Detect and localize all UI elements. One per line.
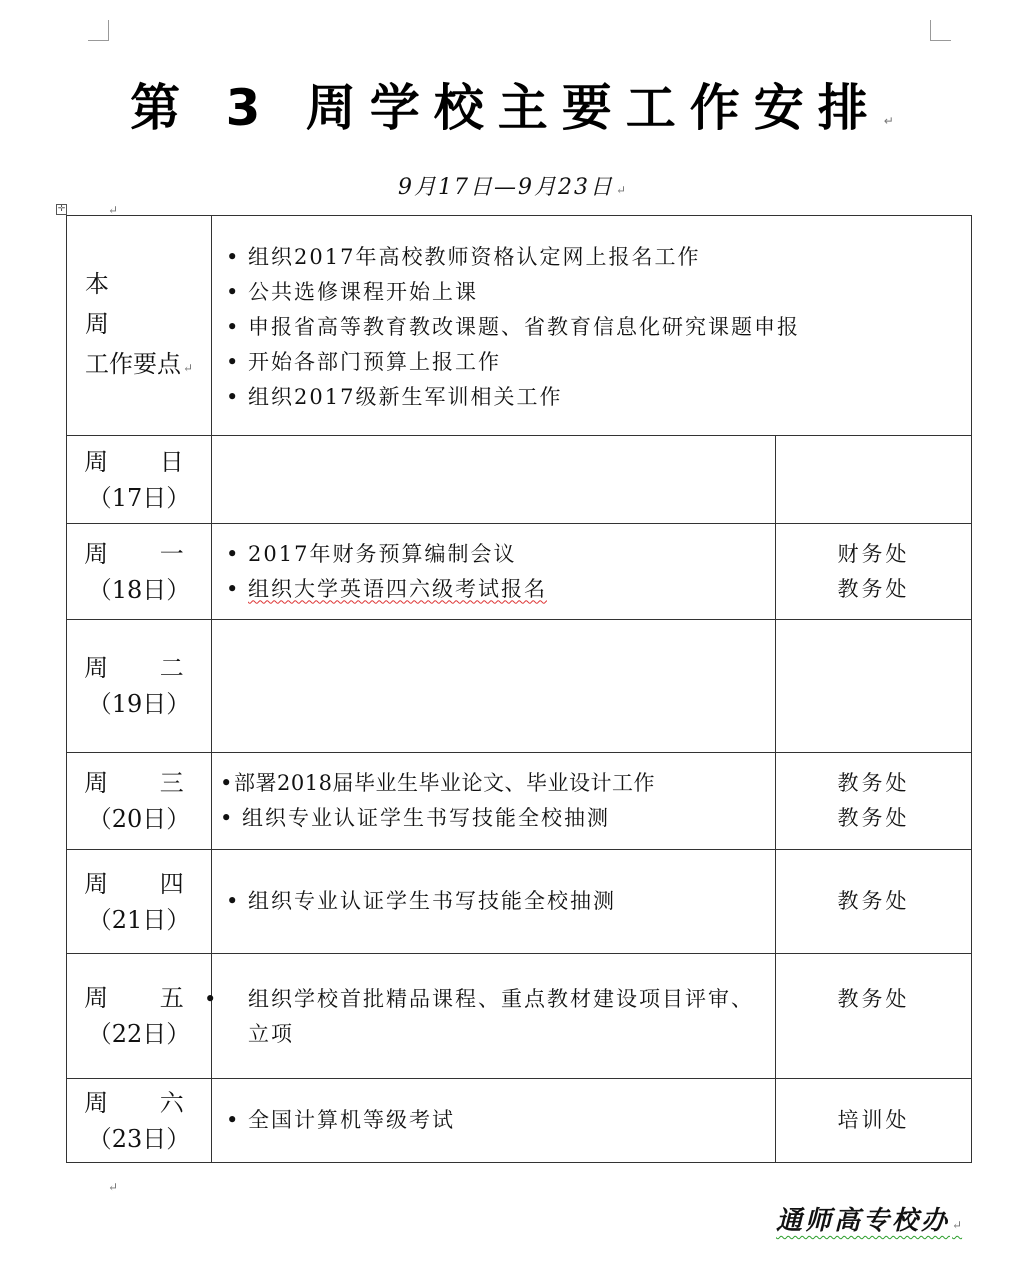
day-date: （20日） bbox=[87, 805, 191, 833]
day-item-text: 全国计算机等级考试 bbox=[248, 1108, 455, 1132]
day-name: 周 四 bbox=[84, 869, 206, 898]
list-item bbox=[220, 766, 775, 801]
table-row bbox=[67, 436, 972, 524]
day-item-text: 组织大学英语四六级考试报名 bbox=[248, 576, 547, 601]
bullet-icon: • bbox=[226, 541, 241, 566]
schedule-table bbox=[66, 215, 972, 1163]
day-dept-cell bbox=[776, 850, 972, 954]
page-corner-mark-top-right bbox=[930, 20, 951, 41]
bullet-icon: • bbox=[226, 385, 241, 409]
dept-text: 财务处 bbox=[837, 541, 910, 566]
page-title bbox=[0, 68, 1024, 140]
bullet-icon: • bbox=[220, 771, 233, 795]
day-item-text: 2017年财务预算编制会议 bbox=[248, 541, 517, 566]
paragraph-mark-icon: ↵ bbox=[615, 183, 627, 197]
day-date: （23日） bbox=[87, 1124, 191, 1153]
list-item bbox=[226, 310, 971, 345]
day-name: 周 一 bbox=[84, 539, 206, 568]
bullet-icon: • bbox=[226, 245, 241, 269]
list-item bbox=[220, 801, 775, 836]
table-row bbox=[67, 620, 972, 753]
day-items-cell bbox=[212, 1079, 776, 1163]
table-move-handle-icon[interactable]: ✛ bbox=[57, 204, 66, 214]
dept-text: 教务处 bbox=[837, 806, 910, 830]
dept-text: 教务处 bbox=[837, 771, 910, 795]
day-items-cell bbox=[204, 954, 776, 1079]
key-points-label-line2 bbox=[85, 344, 211, 388]
date-range-text: 9月17日—9月23日 bbox=[397, 175, 614, 200]
list-item bbox=[226, 572, 775, 607]
dept-text: 培训处 bbox=[837, 1108, 910, 1132]
table-row bbox=[67, 1079, 972, 1163]
day-name: 周 日 bbox=[84, 447, 206, 476]
key-point-text: 开始各部门预算上报工作 bbox=[248, 350, 501, 374]
day-cell bbox=[67, 850, 212, 954]
day-item-text: 部署2018届毕业生毕业论文、毕业设计工作 bbox=[234, 771, 655, 795]
day-items-cell bbox=[212, 850, 776, 954]
table-row bbox=[67, 850, 972, 954]
day-items-cell bbox=[212, 620, 776, 753]
paragraph-mark-icon: ↵ bbox=[952, 1218, 963, 1232]
list-item bbox=[226, 380, 971, 415]
day-items-list bbox=[212, 1103, 775, 1138]
paragraph-mark-icon: ↵ bbox=[883, 114, 894, 128]
bullet-icon: • bbox=[226, 280, 241, 304]
signature-text: 通师高专校办 bbox=[776, 1206, 951, 1236]
bullet-icon: • bbox=[226, 315, 241, 339]
bullet-icon: • bbox=[204, 987, 219, 1011]
day-date: （19日） bbox=[87, 690, 191, 718]
day-dept-cell bbox=[776, 524, 972, 620]
day-name: 周 五 bbox=[84, 984, 206, 1012]
date-range bbox=[0, 170, 1024, 201]
bullet-icon: • bbox=[226, 576, 241, 601]
key-point-text: 组织2017年高校教师资格认定网上报名工作 bbox=[248, 245, 701, 269]
day-item-text: 组织学校首批精品课程、重点教材建设项目评审、立项 bbox=[248, 987, 754, 1046]
day-dept-cell bbox=[776, 620, 972, 753]
key-point-text: 申报省高等教育教改课题、省教育信息化研究课题申报 bbox=[248, 315, 800, 339]
key-points-label-text: 工作要点 bbox=[85, 349, 181, 378]
key-points-list bbox=[212, 236, 971, 415]
key-points-label-line1: 本 周 bbox=[85, 269, 169, 338]
paragraph-mark-icon: ↵ bbox=[183, 360, 194, 375]
key-points-row bbox=[67, 216, 972, 436]
day-cell bbox=[67, 620, 212, 753]
day-date: （17日） bbox=[87, 483, 191, 512]
dept-text: 教务处 bbox=[837, 889, 910, 913]
day-cell bbox=[67, 436, 212, 524]
bullet-icon: • bbox=[226, 889, 241, 913]
day-items-list bbox=[204, 982, 775, 1052]
title-text: 第 3 周学校主要工作安排 bbox=[130, 79, 882, 137]
signature bbox=[776, 1200, 962, 1237]
day-name: 周 六 bbox=[84, 1088, 206, 1117]
key-points-label-cell bbox=[67, 216, 212, 436]
list-item bbox=[226, 240, 971, 275]
day-items-cell bbox=[212, 753, 776, 850]
day-items-cell bbox=[212, 524, 776, 620]
key-point-text: 公共选修课程开始上课 bbox=[248, 280, 478, 304]
table-row bbox=[67, 753, 972, 850]
day-date: （22日） bbox=[87, 1020, 191, 1048]
table-row bbox=[67, 954, 972, 1079]
day-date: （18日） bbox=[87, 575, 191, 604]
list-item bbox=[226, 537, 775, 572]
table-row bbox=[67, 524, 972, 620]
paragraph-mark-icon: ↵ bbox=[108, 1180, 119, 1194]
day-dept-cell bbox=[776, 753, 972, 850]
day-items-list bbox=[212, 884, 775, 919]
key-point-text: 组织2017级新生军训相关工作 bbox=[248, 385, 563, 409]
day-cell bbox=[67, 1079, 212, 1163]
list-item bbox=[226, 275, 971, 310]
day-name: 周 二 bbox=[84, 654, 206, 682]
day-item-text: 组织专业认证学生书写技能全校抽测 bbox=[242, 806, 610, 830]
day-cell bbox=[67, 753, 212, 850]
day-cell bbox=[67, 524, 212, 620]
page-corner-mark-top-left bbox=[88, 20, 109, 41]
day-items-list bbox=[212, 766, 775, 836]
day-name: 周 三 bbox=[84, 769, 206, 797]
dept-text: 教务处 bbox=[837, 987, 910, 1011]
day-item-text: 组织专业认证学生书写技能全校抽测 bbox=[248, 889, 616, 913]
day-cell bbox=[67, 954, 212, 1079]
day-dept-cell bbox=[776, 436, 972, 524]
paragraph-mark-icon: ↵ bbox=[108, 203, 119, 217]
list-item bbox=[226, 345, 971, 380]
dept-text: 教务处 bbox=[837, 576, 910, 601]
day-dept-cell bbox=[776, 1079, 972, 1163]
day-date: （21日） bbox=[87, 905, 191, 934]
key-points-items-cell bbox=[212, 216, 972, 436]
bullet-icon: • bbox=[220, 806, 235, 830]
bullet-icon: • bbox=[226, 350, 241, 374]
day-dept-cell bbox=[776, 954, 972, 1079]
bullet-icon: • bbox=[226, 1108, 241, 1132]
day-items-cell bbox=[212, 436, 776, 524]
list-item bbox=[226, 1103, 775, 1138]
list-item bbox=[204, 982, 775, 1052]
day-items-list bbox=[212, 537, 775, 607]
list-item bbox=[226, 884, 775, 919]
